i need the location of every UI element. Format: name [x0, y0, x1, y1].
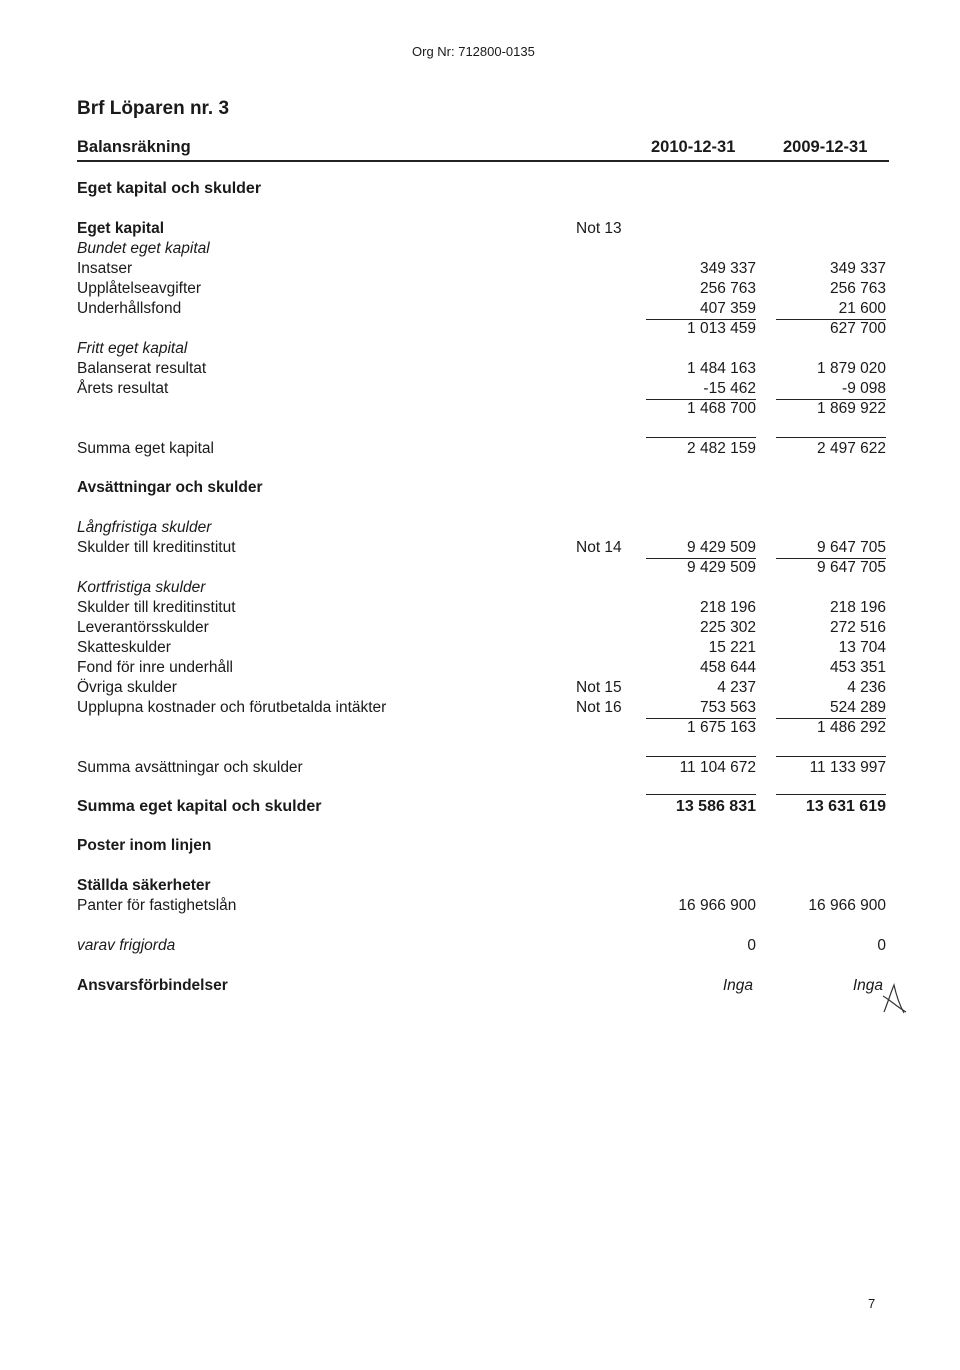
document-title: Brf Löparen nr. 3 [77, 98, 230, 119]
subsection-heading: Fritt eget kapital [77, 340, 188, 357]
subtotal-value-2009: 1 486 292 [817, 719, 886, 736]
row-value-2010: 458 644 [699, 659, 756, 676]
row-label: Skulder till kreditinstitut [77, 539, 236, 556]
total-label: Summa eget kapital [77, 440, 214, 457]
subtotal-value-2009: 1 869 922 [817, 400, 886, 417]
row-value-2010: 9 429 509 [646, 538, 756, 559]
total-label: Summa avsättningar och skulder [77, 759, 303, 776]
row-label: Insatser [77, 260, 133, 277]
row-label: Leverantörsskulder [77, 619, 209, 636]
org-number: Org Nr: 712800-0135 [412, 44, 535, 59]
subtotal-value-2010: 9 429 509 [687, 559, 756, 576]
grand-total-value-2009: 13 631 619 [776, 794, 886, 817]
row-value-2010: 1 484 163 [687, 360, 756, 377]
subtotal-value-2010: 1 468 700 [687, 400, 756, 417]
poster-heading: Poster inom linjen [77, 837, 212, 854]
row-value-2010: Inga [722, 977, 753, 994]
row-value-2009: 13 704 [838, 639, 886, 656]
row-value-2009: 272 516 [829, 619, 886, 636]
row-value-2010: 15 221 [708, 639, 756, 656]
note-reference: Not 15 [576, 679, 622, 696]
subsection-heading: Bundet eget kapital [77, 240, 210, 257]
avsattningar-heading: Avsättningar och skulder [77, 479, 263, 496]
row-label: Underhållsfond [77, 300, 182, 317]
row-label: Skatteskulder [77, 639, 171, 656]
row-label: Upplåtelseavgifter [77, 280, 202, 297]
row-value-2010: 4 237 [717, 679, 756, 696]
column-header-2010: 2010-12-31 [651, 138, 736, 156]
row-value-2009: 4 236 [847, 679, 886, 696]
page-number: 7 [868, 1296, 876, 1311]
balance-sheet-heading: Balansräkning [77, 138, 191, 156]
row-label: Upplupna kostnader och förutbetalda intäkter [77, 699, 387, 716]
subtotal-value-2009: 9 647 705 [817, 559, 886, 576]
row-label: Panter för fastighetslån [77, 897, 237, 914]
row-value-2009: 218 196 [829, 599, 886, 616]
row-label: Skulder till kreditinstitut [77, 599, 236, 616]
row-label: varav frigjorda [77, 937, 176, 954]
row-value-2009: 256 763 [829, 280, 886, 297]
total-value-2010: 11 104 672 [646, 756, 756, 778]
subsection-heading: Kortfristiga skulder [77, 579, 206, 596]
column-header-2009: 2009-12-31 [783, 138, 868, 156]
note-reference: Not 16 [576, 699, 622, 716]
row-value-2010: 218 196 [699, 599, 756, 616]
row-value-2010: 256 763 [699, 280, 756, 297]
row-value-2009: 524 289 [776, 698, 886, 719]
row-label: Övriga skulder [77, 679, 177, 696]
row-value-2010: 407 359 [646, 299, 756, 320]
grand-total-label: Summa eget kapital och skulder [77, 798, 322, 815]
subtotal-value-2010: 1 013 459 [687, 320, 756, 337]
subsection-heading: Långfristiga skulder [77, 519, 212, 536]
row-value-2010: 0 [747, 937, 756, 954]
row-value-2009: Inga [852, 977, 883, 994]
row-value-2010: 349 337 [699, 260, 756, 277]
stallda-sakerheter-heading: Ställda säkerheter [77, 877, 211, 894]
row-value-2009: 0 [877, 937, 886, 954]
row-value-2009: 9 647 705 [776, 538, 886, 559]
row-value-2010: 225 302 [699, 619, 756, 636]
row-value-2009: 16 966 900 [808, 897, 886, 914]
row-value-2009: 453 351 [829, 659, 886, 676]
row-value-2010: 753 563 [646, 698, 756, 719]
row-label: Fond för inre underhåll [77, 659, 233, 676]
row-value-2009: 21 600 [776, 299, 886, 320]
total-value-2010: 2 482 159 [646, 437, 756, 459]
total-value-2009: 2 497 622 [776, 437, 886, 459]
ansvarsforbindelser-heading: Ansvarsförbindelser [77, 977, 228, 994]
row-value-2009: -9 098 [776, 379, 886, 400]
total-value-2009: 11 133 997 [776, 756, 886, 778]
grand-total-value-2010: 13 586 831 [646, 794, 756, 817]
row-value-2010: -15 462 [646, 379, 756, 400]
header-rule [77, 160, 889, 162]
row-value-2010: 16 966 900 [678, 897, 756, 914]
section-heading: Eget kapital och skulder [77, 180, 262, 197]
subtotal-value-2009: 627 700 [829, 320, 886, 337]
note-reference: Not 13 [576, 220, 622, 237]
row-value-2009: 349 337 [829, 260, 886, 277]
subtotal-value-2010: 1 675 163 [687, 719, 756, 736]
row-label: Balanserat resultat [77, 360, 207, 377]
eget-kapital-heading: Eget kapital [77, 220, 164, 237]
row-value-2009: 1 879 020 [817, 360, 886, 377]
row-label: Årets resultat [77, 380, 169, 397]
handwritten-initial-mark [880, 982, 908, 1016]
note-reference: Not 14 [576, 539, 622, 556]
